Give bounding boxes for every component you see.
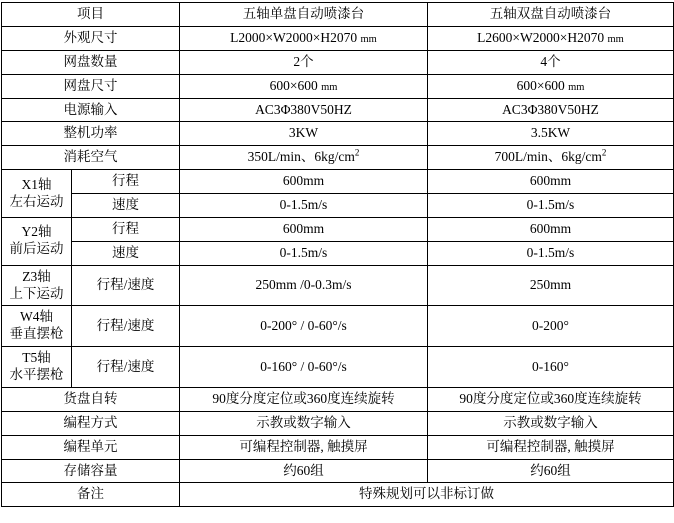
value-text: 350L/min、6kg/cm bbox=[247, 149, 355, 165]
row-value-double: 90度分度定位或360度连续旋转 bbox=[428, 387, 674, 411]
header-cell-item: 项目 bbox=[2, 3, 180, 27]
table-row bbox=[2, 241, 674, 265]
row-value-single: 2个 bbox=[180, 50, 428, 74]
row-value-single bbox=[180, 74, 428, 98]
row-value-double: 250mm bbox=[428, 265, 674, 306]
row-value-single: 0-160° / 0-60°/s bbox=[180, 347, 428, 388]
table-row bbox=[2, 435, 674, 459]
table-row bbox=[2, 306, 674, 347]
value-superscript: 2 bbox=[354, 147, 360, 158]
value-text: 700L/min、6kg/cm bbox=[494, 149, 602, 165]
axis-label-x1 bbox=[2, 170, 72, 218]
row-value-double: 0-1.5m/s bbox=[428, 194, 674, 218]
axis-label-line2: 水平摆枪 bbox=[9, 367, 64, 382]
row-value-double bbox=[428, 26, 674, 50]
axis-label-line1: Z3轴 bbox=[22, 268, 51, 284]
row-value-double: 4个 bbox=[428, 50, 674, 74]
row-value-double bbox=[428, 146, 674, 170]
table-row bbox=[2, 265, 674, 306]
row-value-single bbox=[180, 146, 428, 170]
axis-label-line2: 上下运动 bbox=[9, 285, 64, 301]
row-label: 编程方式 bbox=[2, 411, 180, 435]
value-unit: mm bbox=[568, 81, 585, 93]
row-label: 编程单元 bbox=[2, 435, 180, 459]
row-label: 存储容量 bbox=[2, 459, 180, 483]
row-value-single: 可编程控制器, 触摸屏 bbox=[180, 435, 428, 459]
row-label: 网盘数量 bbox=[2, 50, 180, 74]
table-row bbox=[2, 98, 674, 122]
row-label: 货盘自转 bbox=[2, 387, 180, 411]
axis-sub-label: 速度 bbox=[72, 241, 180, 265]
table-row bbox=[2, 146, 674, 170]
axis-sub-label: 行程 bbox=[72, 217, 180, 241]
table-row-note bbox=[2, 483, 674, 507]
table-row bbox=[2, 26, 674, 50]
row-value-single bbox=[180, 26, 428, 50]
table-row bbox=[2, 217, 674, 241]
table-header-row bbox=[2, 3, 674, 27]
row-value-single: 0-200° / 0-60°/s bbox=[180, 306, 428, 347]
value-superscript: 2 bbox=[601, 147, 607, 158]
table-row bbox=[2, 74, 674, 98]
table-row bbox=[2, 387, 674, 411]
axis-sub-label: 速度 bbox=[72, 194, 180, 218]
table-row bbox=[2, 459, 674, 483]
row-value-double: 0-1.5m/s bbox=[428, 241, 674, 265]
note-value: 特殊规划可以非标订做 bbox=[180, 483, 674, 507]
header-cell-single: 五轴单盘自动喷漆台 bbox=[180, 3, 428, 27]
value-unit: mm bbox=[321, 81, 338, 93]
row-value-double: 约60组 bbox=[428, 459, 674, 483]
row-value-single: 0-1.5m/s bbox=[180, 241, 428, 265]
specification-table bbox=[1, 2, 674, 507]
row-value-double: 600mm bbox=[428, 170, 674, 194]
axis-sub-label: 行程 bbox=[72, 170, 180, 194]
axis-label-line2: 垂直摆枪 bbox=[9, 326, 64, 342]
axis-label-line1: W4轴 bbox=[20, 309, 53, 325]
row-value-double: 示教或数字输入 bbox=[428, 411, 674, 435]
table-row bbox=[2, 411, 674, 435]
axis-label-w4 bbox=[2, 306, 72, 347]
row-label: 网盘尺寸 bbox=[2, 74, 180, 98]
axis-label-line2: 前后运动 bbox=[9, 241, 64, 257]
axis-sub-label: 行程/速度 bbox=[72, 306, 180, 347]
table-row bbox=[2, 50, 674, 74]
value-unit: mm bbox=[607, 33, 624, 45]
row-value-double: 600mm bbox=[428, 217, 674, 241]
axis-label-z3 bbox=[2, 265, 72, 306]
row-label: 消耗空气 bbox=[2, 146, 180, 170]
row-value-single: 3KW bbox=[180, 122, 428, 146]
note-label: 备注 bbox=[2, 483, 180, 507]
row-value-single: 90度分度定位或360度连续旋转 bbox=[180, 387, 428, 411]
axis-label-t5 bbox=[2, 347, 72, 388]
row-value-single: 约60组 bbox=[180, 459, 428, 483]
row-label: 外观尺寸 bbox=[2, 26, 180, 50]
row-value-double bbox=[428, 74, 674, 98]
row-value-double: 0-200° bbox=[428, 306, 674, 347]
value-text: L2000×W2000×H2070 bbox=[230, 29, 358, 45]
row-value-double: 可编程控制器, 触摸屏 bbox=[428, 435, 674, 459]
header-cell-double: 五轴双盘自动喷漆台 bbox=[428, 3, 674, 27]
row-value-single: AC3Φ380V50HZ bbox=[180, 98, 428, 122]
row-label: 电源输入 bbox=[2, 98, 180, 122]
table-row bbox=[2, 122, 674, 146]
row-value-single: 0-1.5m/s bbox=[180, 194, 428, 218]
axis-label-line1: X1轴 bbox=[21, 176, 52, 192]
row-value-single: 600mm bbox=[180, 217, 428, 241]
row-value-double: 3.5KW bbox=[428, 122, 674, 146]
value-text: 600×600 bbox=[269, 77, 318, 93]
axis-label-line2: 左右运动 bbox=[9, 193, 64, 209]
table-row bbox=[2, 194, 674, 218]
value-text: 600×600 bbox=[516, 77, 565, 93]
table-row bbox=[2, 347, 674, 388]
row-label: 整机功率 bbox=[2, 122, 180, 146]
value-text: L2600×W2000×H2070 bbox=[477, 29, 605, 45]
row-value-single: 250mm /0-0.3m/s bbox=[180, 265, 428, 306]
row-value-single: 600mm bbox=[180, 170, 428, 194]
axis-label-line1: Y2轴 bbox=[21, 224, 52, 240]
row-value-double: AC3Φ380V50HZ bbox=[428, 98, 674, 122]
axis-sub-label: 行程/速度 bbox=[72, 347, 180, 388]
row-value-single: 示教或数字输入 bbox=[180, 411, 428, 435]
axis-sub-label: 行程/速度 bbox=[72, 265, 180, 306]
value-unit: mm bbox=[360, 33, 377, 45]
axis-label-line1: T5轴 bbox=[22, 350, 51, 366]
table-row bbox=[2, 170, 674, 194]
axis-label-y2 bbox=[2, 217, 72, 265]
row-value-double: 0-160° bbox=[428, 347, 674, 388]
